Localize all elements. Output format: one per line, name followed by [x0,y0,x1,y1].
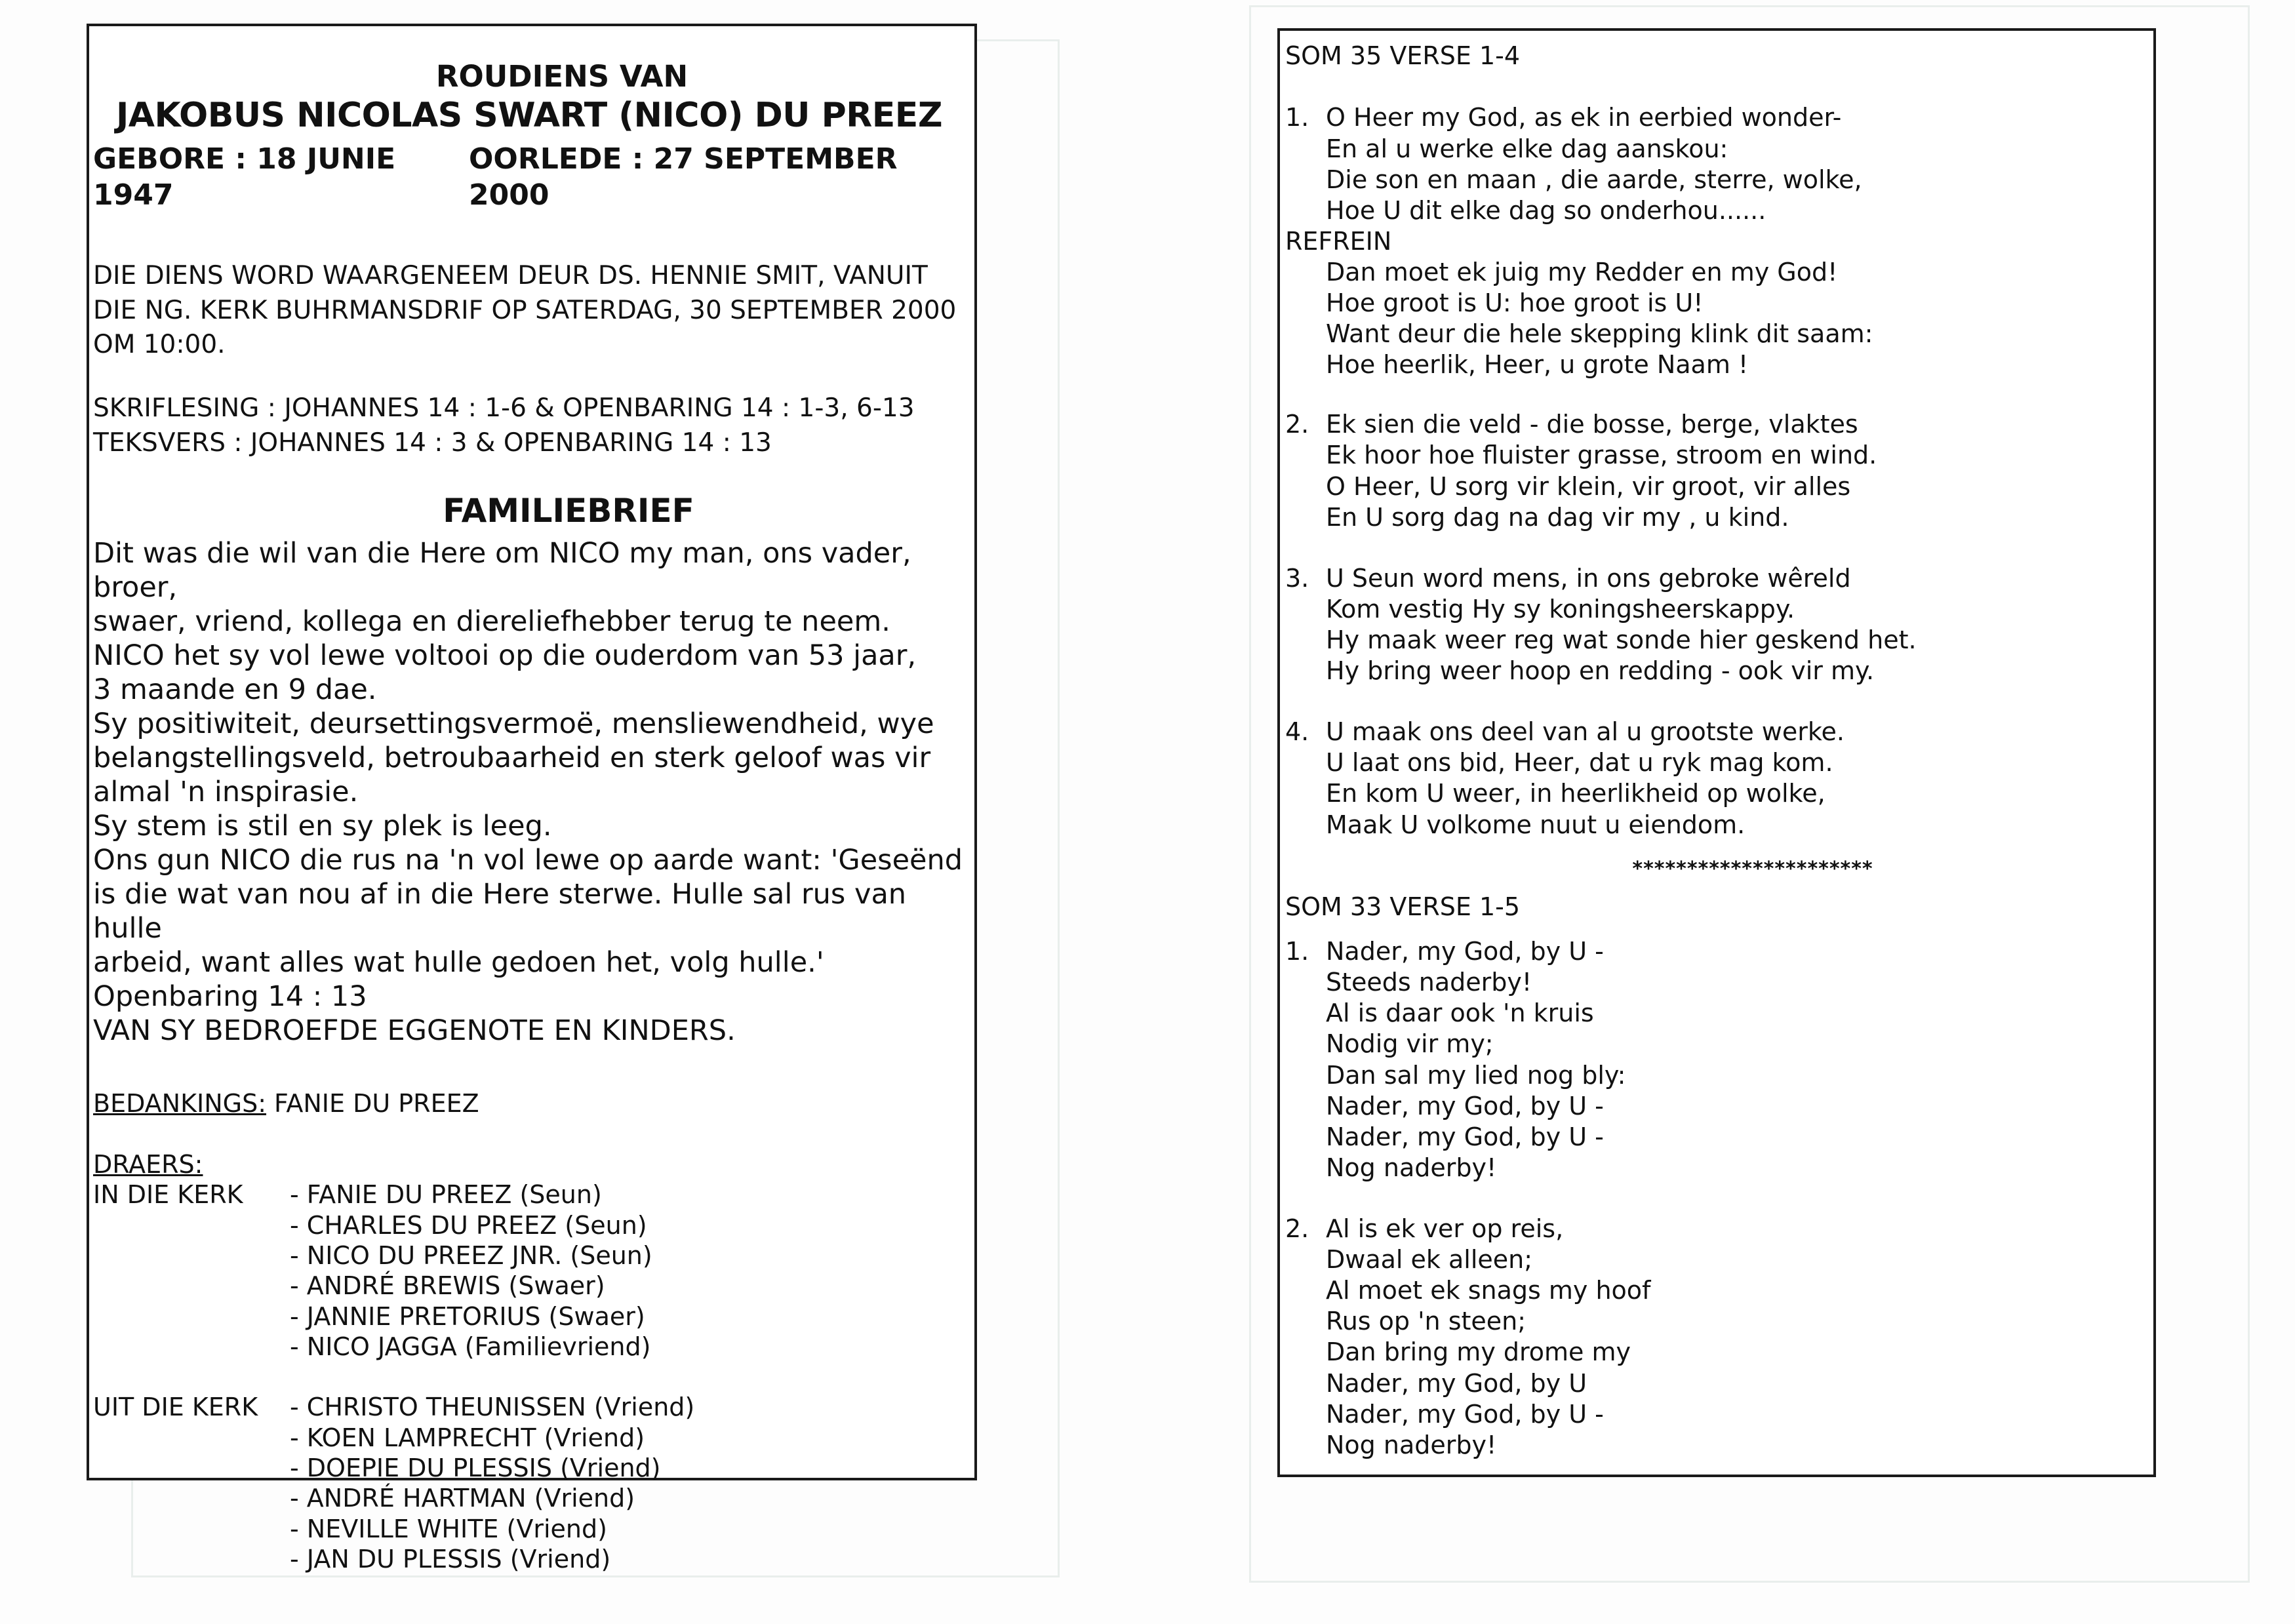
letter-line: Sy stem is stil en sy plek is leeg. [93,810,552,843]
verse-line: Ek sien die veld - die bosse, berge, vlaktes [1326,410,1858,439]
verse-line: Want deur die hele skepping klink dit saam: [1326,319,1873,349]
verse-line: Dan bring my drome my [1326,1337,1631,1367]
verse-line: Hy bring weer hoop en redding - ook vir my. [1326,656,1875,686]
verse-line: U laat ons bid, Heer, dat u ryk mag kom. [1326,748,1833,778]
psalm-35-verse-3 [1285,563,2142,686]
letter-line: arbeid, want alles wat hulle gedoen het, volg hulle.' [93,946,824,980]
service-info-line: DIE NG. KERK BUHRMANSDRIF OP SATERDAG, 30 SEPTEMBER 2000 [93,295,957,325]
verse-line: Nader, my God, by U - [1326,937,1604,966]
bearers-label: DRAERS: [93,1149,203,1179]
psalm-33-verse-1 [1285,936,2142,1183]
verse-line: Ek hoor hoe fluister grasse, stroom en wind. [1326,441,1877,470]
thanks-row [93,1088,965,1119]
bearer-item: - KOEN LAMPRECHT (Vriend) [290,1423,645,1452]
separator: ********************** [1632,857,1873,881]
verse-lines [1326,936,1626,1183]
verse-number: 1. [1285,103,1309,132]
family-letter [93,536,965,1048]
bearer-item: - JANNIE PRETORIUS (Swaer) [290,1301,645,1331]
psalm-35-heading: SOM 35 VERSE 1-4 [1285,41,1521,70]
verse-line: Nodig vir my; [1326,1029,1494,1059]
service-info-line: OM 10:00. [93,330,226,360]
verse-number: 2. [1285,1214,1309,1243]
verse-lines [1326,1214,1650,1461]
verse-line: O Heer my God, as ek in eerbied wonder- [1326,103,1842,132]
out-church-group [93,1392,965,1574]
letter-line: is die wat van nou af in die Here sterwe. Hulle sal rus van hulle [93,878,907,945]
letter-line: swaer, vriend, kollega en diereliefhebber terug te neem. [93,605,890,639]
verse-line: Nader, my God, by U - [1326,1091,1604,1120]
verse-line: Dan moet ek juig my Redder en my God! [1326,257,1838,287]
service-heading: ROUDIENS VAN [435,59,688,94]
out-church-list [290,1392,694,1574]
letter-line: Ons gun NICO die rus na 'n vol lewe op aarde want: 'Geseënd [93,844,963,877]
verse-number: 1. [1285,937,1309,966]
psalm-33-heading: SOM 33 VERSE 1-5 [1285,892,1521,921]
verse-line: En U sorg dag na dag vir my , u kind. [1326,502,1789,532]
birth-date: GEBORE : 18 JUNIE 1947 [93,142,396,212]
bearer-item: - NEVILLE WHITE (Vriend) [290,1514,607,1543]
verse-line: Nader, my God, by U - [1326,1122,1604,1151]
verse-lines [1326,717,1845,840]
out-church-label: UIT DIE KERK [93,1393,258,1422]
verse-lines [1326,409,1877,532]
in-church-list [290,1179,652,1362]
verse-lines [1326,563,1917,686]
verse-line: Al is ek ver op reis, [1326,1214,1564,1243]
verse-line: Dan sal my lied nog bly: [1326,1060,1626,1090]
deceased-name: JAKOBUS NICOLAS SWART (NICO) DU PREEZ [115,96,943,135]
life-dates [93,141,965,213]
in-church-label: IN DIE KERK [93,1180,243,1210]
verse-line: Hoe heerlik, Heer, u grote Naam ! [1326,350,1749,380]
verse-line: En kom U weer, in heerlikheid op wolke, [1326,779,1826,808]
psalm-35-verse-2 [1285,409,2142,532]
letter-line: belangstellingsveld, betroubaarheid en sterk geloof was vir [93,742,931,775]
refrain-label: REFREIN [1285,226,1392,256]
hymns-page [1277,28,2156,1477]
verse-line: Hy maak weer reg wat sonde hier geskend het. [1326,625,1917,655]
psalm-35-verse-1 [1285,102,2142,226]
refrain-lines [1285,257,2142,380]
thanks-label: BEDANKINGS: [93,1089,267,1119]
bearer-item: - ANDRÉ BREWIS (Swaer) [290,1271,605,1301]
service-info-line: DIE DIENS WORD WAARGENEEM DEUR DS. HENNIE SMIT, VANUIT [93,261,928,290]
verse-line: O Heer, U sorg vir klein, vir groot, vir alles [1326,471,1851,501]
bearer-item: - CHARLES DU PREEZ (Seun) [290,1210,647,1240]
verse-line: Die son en maan , die aarde, sterre, wolke, [1326,165,1862,194]
psalm-33-verse-2 [1285,1214,2142,1461]
verse-line: Dwaal ek alleen; [1326,1245,1533,1275]
psalm-35-verse-4 [1285,717,2142,840]
service-details-page [87,24,977,1574]
verse-line: Nog naderby! [1326,1153,1497,1182]
verse-line: Nog naderby! [1326,1430,1497,1459]
verse-line: En al u werke elke dag aanskou: [1326,134,1728,163]
death-date: OORLEDE : 27 SEPTEMBER 2000 [469,142,898,212]
verse-line: Steeds naderby! [1326,968,1532,997]
letter-line: Openbaring 14 : 13 [93,980,367,1014]
bearers-heading-row [93,1149,965,1179]
bearer-item: - CHRISTO THEUNISSEN (Vriend) [290,1393,695,1422]
bearer-item: - JAN DU PLESSIS (Vriend) [290,1545,611,1574]
scripture-reading: SKRIFLESING : JOHANNES 14 : 1-6 & OPENBARING 14 : 1-3, 6-13 [93,393,915,423]
letter-line: 3 maande en 9 dae. [93,673,377,707]
verse-line: Maak U volkome nuut u eiendom. [1326,810,1746,839]
verse-number: 3. [1285,563,1309,593]
verse-line: Hoe U dit elke dag so onderhou...... [1326,195,1766,225]
letter-line: Sy positiwiteit, deursettingsvermoë, mensliewendheid, wye [93,707,934,741]
verse-line: U maak ons deel van al u grootste werke. [1326,717,1845,747]
bearer-item: - DOEPIE DU PLESSIS (Vriend) [290,1454,661,1483]
verse-line: U Seun word mens, in ons gebroke wêreld [1326,563,1851,593]
thanks-name: FANIE DU PREEZ [274,1089,479,1119]
bearer-item: - NICO JAGGA (Familievriend) [290,1332,651,1361]
verse-line: Hoe groot is U: hoe groot is U! [1326,288,1704,318]
service-info [93,259,965,363]
verse-lines [1326,102,1862,226]
in-church-group [93,1179,965,1362]
letter-line: almal 'n inspirasie. [93,776,359,809]
bearer-item: - NICO DU PREEZ JNR. (Seun) [290,1240,652,1270]
letter-line: NICO het sy vol lewe voltooi op die ouderdom van 53 jaar, [93,639,917,673]
verse-line: Nader, my God, by U [1326,1368,1587,1398]
verse-line: Al moet ek snags my hoof [1326,1276,1651,1305]
bearer-item: - ANDRÉ HARTMAN (Vriend) [290,1484,635,1513]
verse-line: Al is daar ook 'n kruis [1326,999,1594,1028]
verse-number: 2. [1285,410,1309,439]
family-letter-heading: FAMILIEBRIEF [443,492,694,530]
verse-line: Kom vestig Hy sy koningsheerskappy. [1326,594,1795,624]
verse-line: Nader, my God, by U - [1326,1399,1604,1429]
verse-line: Rus op 'n steen; [1326,1307,1527,1336]
bearer-item: - FANIE DU PREEZ (Seun) [290,1180,602,1210]
verse-number: 4. [1285,717,1309,747]
letter-line: Dit was die wil van die Here om NICO my man, ons vader, broer, [93,537,911,604]
letter-line: VAN SY BEDROEFDE EGGENOTE EN KINDERS. [93,1014,736,1048]
text-verse: TEKSVERS : JOHANNES 14 : 3 & OPENBARING 14 : 13 [93,427,772,458]
scripture-block [93,391,965,460]
